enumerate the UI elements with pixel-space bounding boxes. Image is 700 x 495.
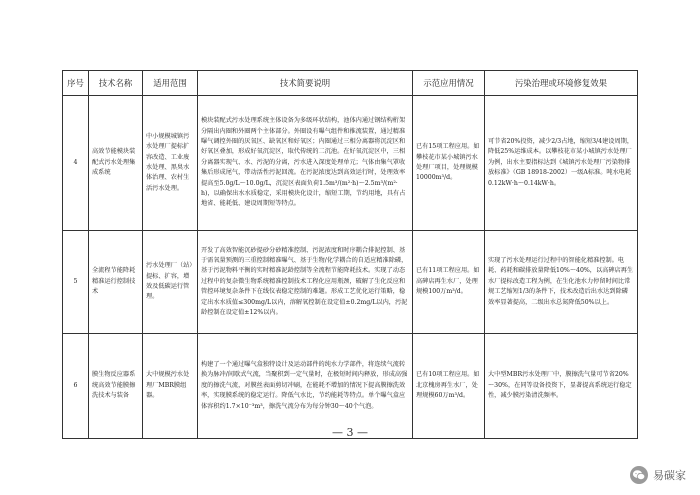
row-description: 构建了一个通过曝气盒独特设计及运动部件的纯水力学部件，将连续气流转换为脉冲/间歇式气流，当聚积到一定气量时，在极短时间内释放，形成高强度的擦洗气流，对膜丝表面剪切冲刷，在能耗不增加的情况下提高膜擦洗效率，实现膜系统的稳定运行。降低气水比，节约能耗等特点。单个曝气盒应体容积约1.7×10⁻³m³，擦洗气流分布为每分钟30～40个气泡。 <box>198 334 413 439</box>
watermark <box>630 466 686 484</box>
row-scope: 中小规模城镇污水处理厂提标扩容改造、工业废水处理、黑臭水体治理、农村生活污水处理。 <box>143 96 198 231</box>
row-index: 6 <box>63 334 89 439</box>
row-effect: 可节省20%投资，减少2/3占地，缩短3/4建设周期，降低25%运维成本。以攀枝花市某小城镇污水处理厂为例，出水主要指标达到《城镇污水处理厂污染物排放标准》（GB 18918-2002）一级A标准。吨水电耗0.12kW·h～0.14kW·h。 <box>485 96 638 231</box>
row-demo: 已有15项工程应用。如攀枝花市某小城镇污水处理厂项目，处理规模10000m³/d。 <box>413 96 485 231</box>
table-row <box>63 334 638 439</box>
table-row <box>63 96 638 231</box>
row-tech-name: 膜生物反应器系统高效节能膜擦洗技术与装备 <box>89 334 143 439</box>
row-tech-name: 高效节能模块装配式污水处理集成系统 <box>89 96 143 231</box>
technology-table <box>62 70 638 439</box>
header-tech-name: 技术名称 <box>89 71 143 96</box>
header-description: 技术简要说明 <box>198 71 413 96</box>
row-effect: 实现了污水处理运行过程中的智能化精准控制。电耗、药耗和碳排放量降低10%～40%，以高碑店再生水厂提标改造工程为例，在生化池水力停留时间比常规工艺缩短1/3的条件下，技术改造后出水达到除磷效率显著提高，二级出水总氮降低50%以上。 <box>485 231 638 334</box>
row-index: 4 <box>63 96 89 231</box>
row-demo: 已有11项工程应用。如高碑店再生水厂，处理规模100万m³/d。 <box>413 231 485 334</box>
header-demo: 示范应用情况 <box>413 71 485 96</box>
row-description: 开发了高效智能沉砂提砂分砂精准控制、污泥浓度和时序耦合排泥控制、基于需氧量预测的三重控制精准曝气、基于生物/化学耦合的自适应精准除磷，基于污泥物料平衡的实时精准泥龄控制等全流程节能降耗技术。实现了动态过程中的复杂微生物系统精准控制技术工程化应用瓶颈，破解了生化反应和管控环境复杂条件下在线仪表稳定控制的难题。形成工艺优化运行策略，稳定出水水质值≤300mg/L以内，溶解氧控制在设定值±0.2mg/L以内，污泥龄控制在设定值±12%以内。 <box>198 231 413 334</box>
wechat-logo-icon <box>630 466 648 484</box>
row-scope: 大中规模污水处理厂MBR膜组器。 <box>143 334 198 439</box>
table-row <box>63 231 638 334</box>
row-description: 模块装配式污水处理系统主体设备为多级环状结构，池体内通过钢结构桁架分隔出内圈和外圈两个主体部分。外圈设有曝气组件和推流装置，通过精准曝气调控外圈的厌氧区、缺氧区和好氧区；内圈通过三相分离器将沉淀区和好氧区叠加，形成好氧沉淀区，取代传统的二沉池。在好氧沉淀区中，三相分离器实现气、水、污泥的分离，污水进入深度处理单元；气体由集气罩收集后形成尾气，带动活性污泥回流。在污泥浓度达到高效运行时，处理效率提高至5.0g/L～10.0g/L，沉淀区表面负荷1.5m³/(m²·h)～2.5m³/(m²·h)，以确保出水水质稳定，采用模块化设计，缩短工期，节约用地，具有占地省、能耗低、建设周期短等特点。 <box>198 96 413 231</box>
row-tech-name: 全流程节能降耗精准运行控制技术 <box>89 231 143 334</box>
watermark-text: 易碳家 <box>653 469 686 482</box>
page-number: — 3 — <box>332 426 368 439</box>
row-index: 5 <box>63 231 89 334</box>
row-scope: 污水处理厂（站）提标、扩容，增效及低碳运行管理。 <box>143 231 198 334</box>
header-scope: 适用范围 <box>143 71 198 96</box>
row-demo: 已有10项工程应用。如北京槐房再生水厂，处理规模60万m³/d。 <box>413 334 485 439</box>
table-header-row <box>63 71 638 96</box>
header-effect: 污染治理或环境修复效果 <box>485 71 638 96</box>
row-effect: 大中型MBR污水处理厂中，膜擦洗气量可节省20%～30%，在同等设备投资下，显著提高系统运行稳定性，减少膜污染清洗频率。 <box>485 334 638 439</box>
header-index: 序号 <box>63 71 89 96</box>
